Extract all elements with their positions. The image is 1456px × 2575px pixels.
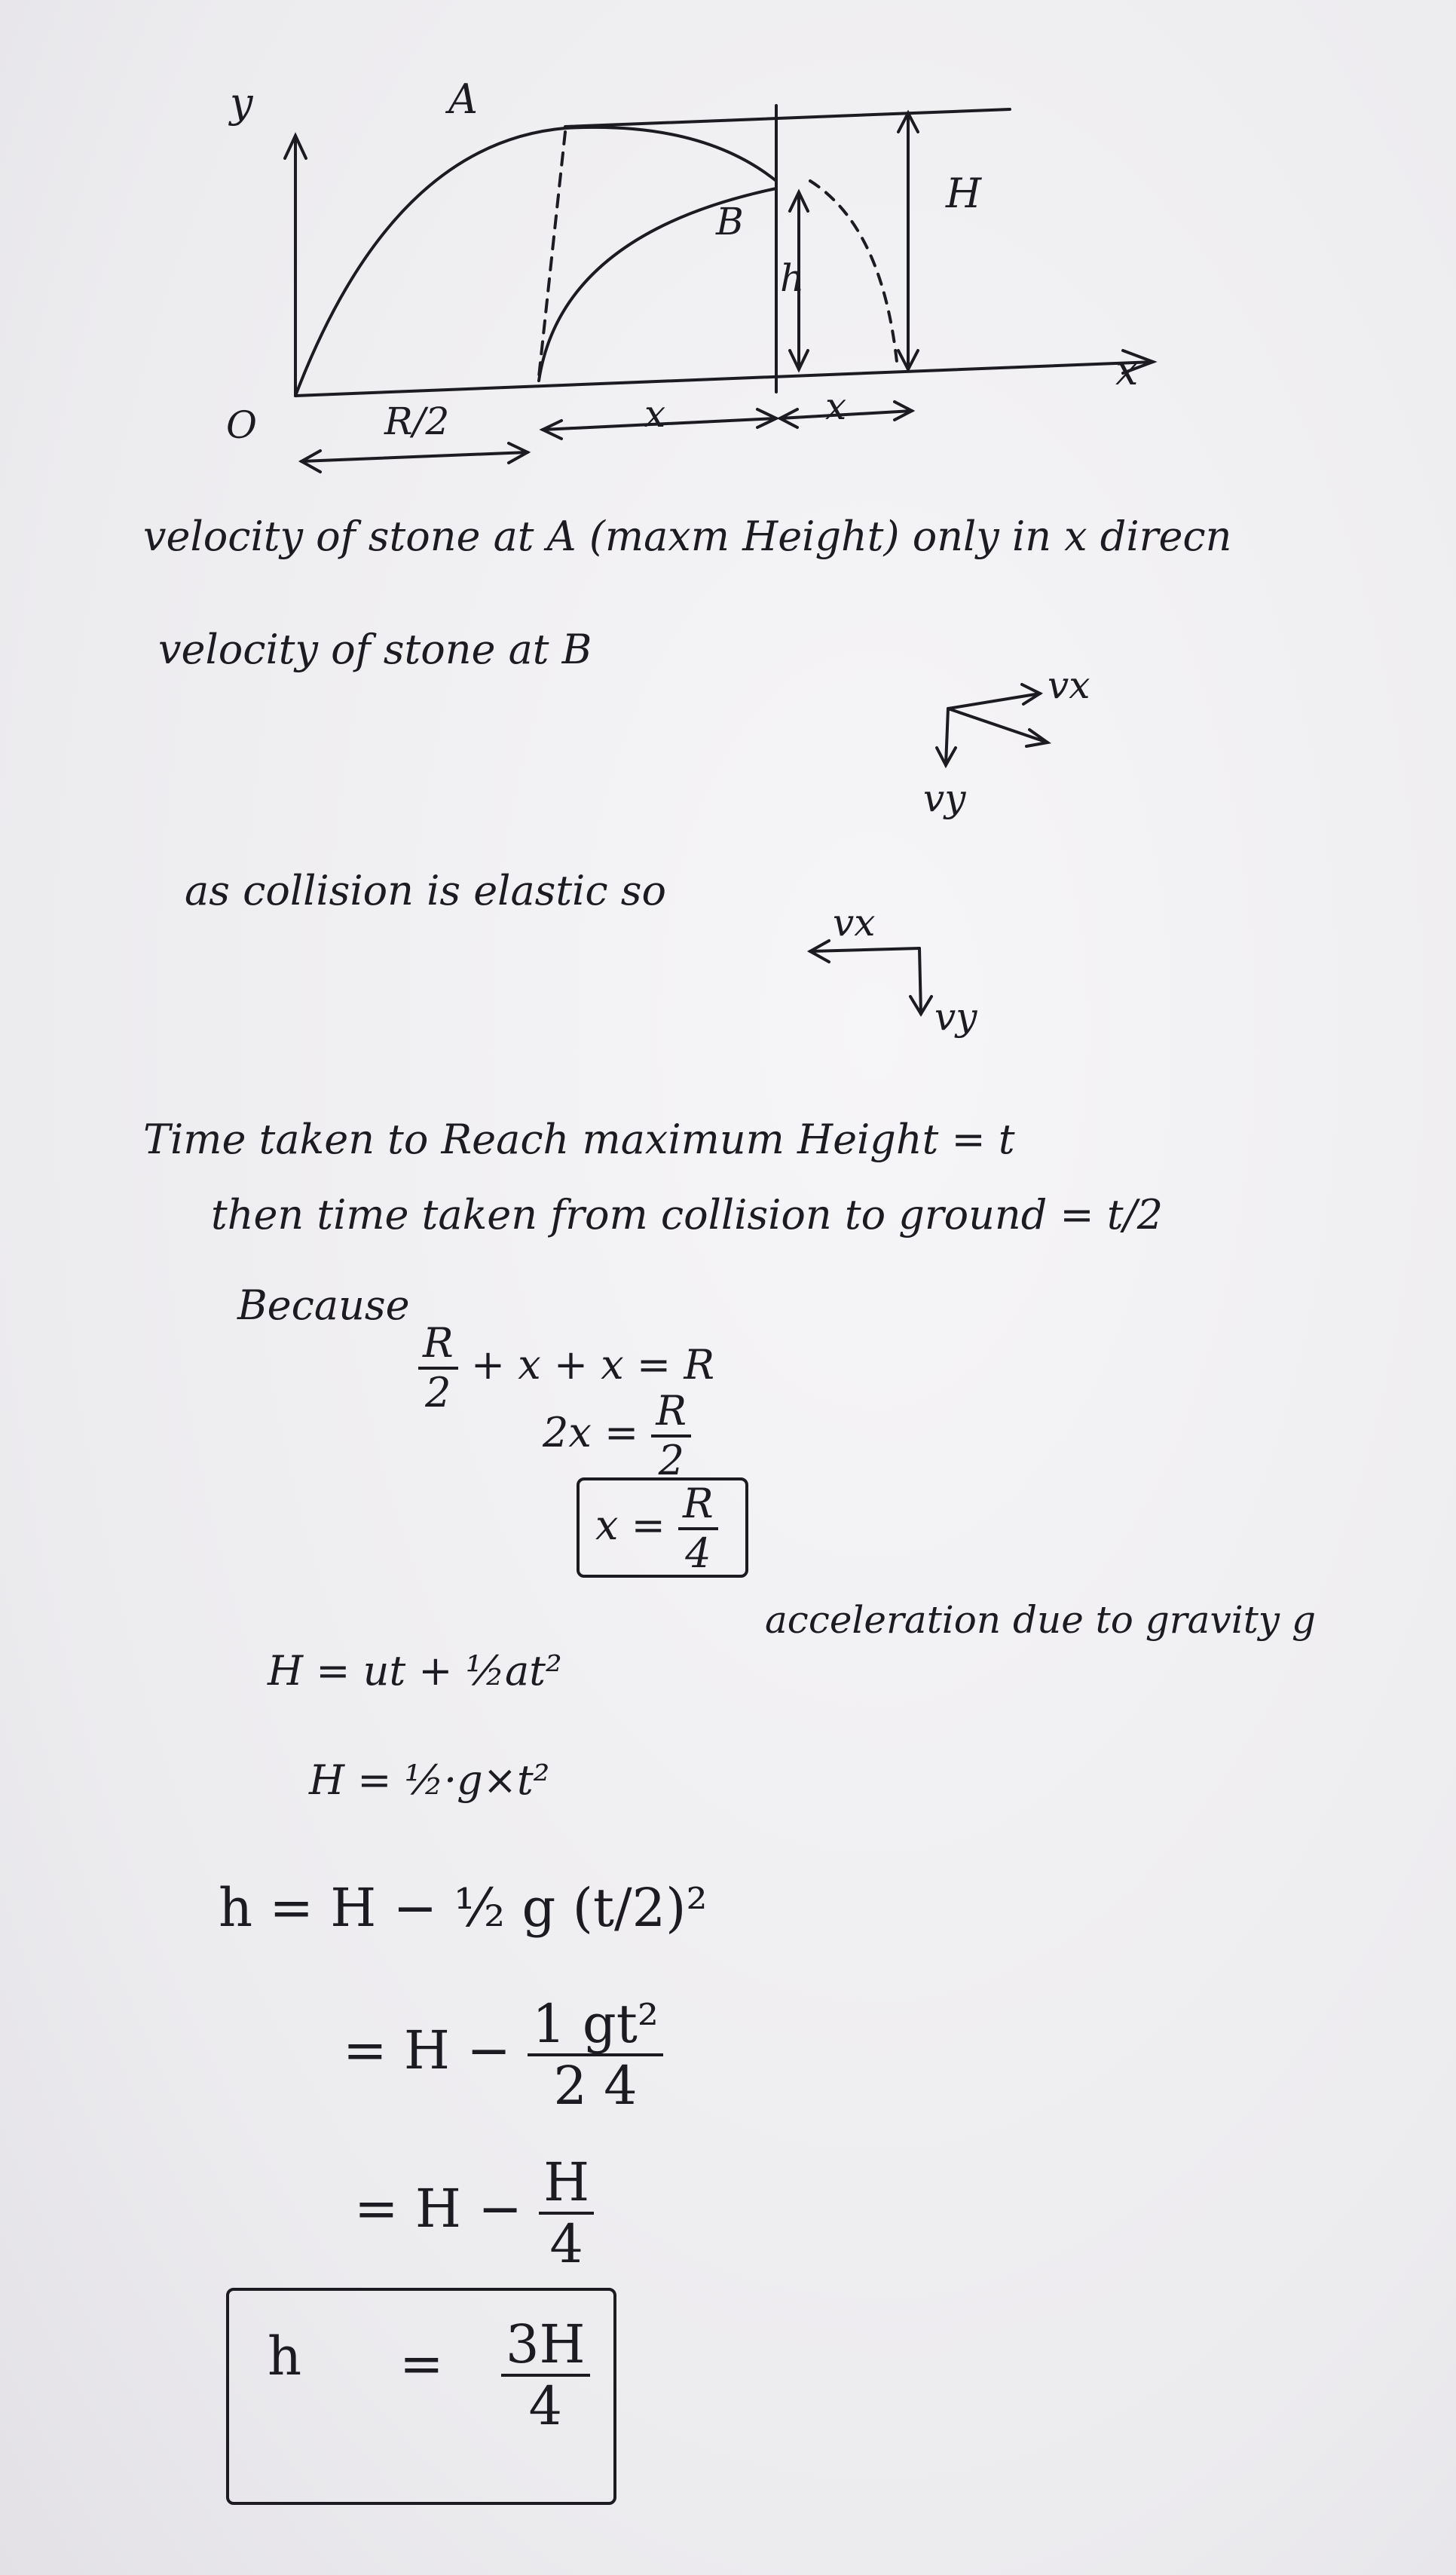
x1-segment-label: x: [644, 392, 666, 436]
final-h-label: h: [268, 2325, 302, 2387]
because-label: Because: [237, 1281, 410, 1329]
time-collision-note: then time taken from collision to ground = t/2: [211, 1191, 1164, 1239]
equation-small-h-2: = H − $\frac{\text{1 gt²}}{2 4}$: [343, 1998, 663, 2112]
final-fraction: $\frac{3H}{4}$: [501, 2318, 590, 2433]
origin-label: O: [226, 403, 257, 447]
equation-2x: 2x = $\frac{R}{2}$: [543, 1391, 691, 1481]
vx-label-2: vx: [833, 901, 876, 945]
point-b-label: B: [716, 200, 744, 243]
equation-sum: $\frac{R}{2}$ + x + x = R: [418, 1323, 714, 1413]
vy-label-1: vy: [923, 776, 966, 820]
velocity-at-b-note: velocity of stone at B: [158, 626, 592, 673]
vx-label-1: vx: [1048, 663, 1090, 707]
vy-arrow-1: [946, 709, 948, 765]
y-axis-label: y: [230, 79, 253, 127]
equation-h-motion: H = ut + ½at²: [268, 1647, 562, 1695]
apex-dashed-line: [539, 132, 565, 377]
gravity-note: acceleration due to gravity g: [765, 1598, 1316, 1642]
r-half-dim-line: [301, 452, 528, 461]
projectile-path-curve: [295, 127, 776, 396]
x-axis-line: [295, 362, 1153, 396]
equation-small-h-1: h = H − ½ g (t/2)²: [219, 1877, 708, 1939]
vx-arrow-2: [810, 948, 919, 951]
dashed-fall-path: [810, 181, 897, 362]
x-axis-label: x: [1115, 347, 1139, 394]
resultant-arrow-1: [948, 709, 1048, 742]
elastic-collision-note: as collision is elastic so: [185, 867, 666, 914]
equation-h-gravity: H = ½·g×t²: [309, 1756, 550, 1804]
x2-segment-label: x: [825, 384, 847, 428]
time-max-height-note: Time taken to Reach maximum Height = t: [143, 1116, 1015, 1163]
equation-small-h-3: = H − $\frac{H}{4}$: [354, 2156, 594, 2270]
small-h-label: h: [780, 256, 805, 300]
vy-label-2: vy: [934, 995, 977, 1039]
big-h-label: H: [946, 170, 982, 217]
point-a-label: A: [448, 75, 478, 123]
vy-arrow-2: [919, 948, 921, 1014]
final-equals-sign: =: [399, 2333, 444, 2395]
equation-x-result: x = $\frac{R}{4}$: [595, 1483, 718, 1574]
max-height-line: [565, 109, 1010, 127]
r-half-label: R/2: [384, 400, 450, 443]
velocity-at-a-note: velocity of stone at A (maxm Height) only in x direcn: [143, 513, 1232, 560]
